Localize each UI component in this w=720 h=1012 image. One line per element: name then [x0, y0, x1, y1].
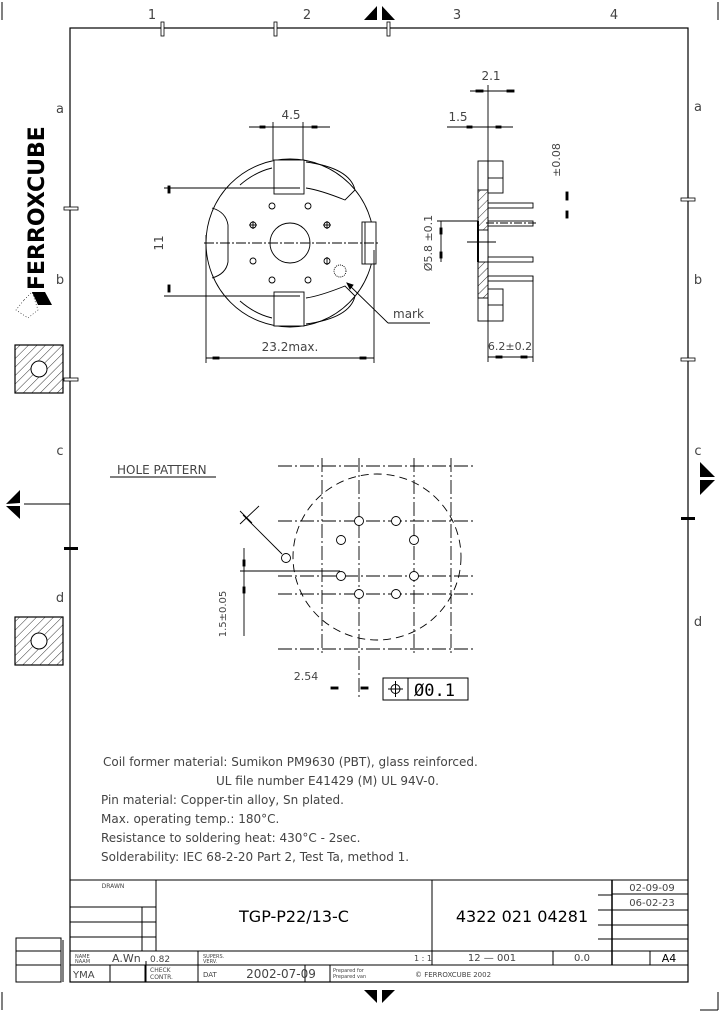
check-label: CHECK: [150, 967, 171, 974]
hole-pattern-drawing: [240, 458, 476, 698]
dim-top: 2.1: [481, 69, 501, 83]
row-label-a-left: a: [56, 102, 64, 117]
mark-label: mark: [393, 307, 424, 321]
column-label-1: 1: [147, 8, 157, 23]
copyright: © FERROXCUBE 2002: [415, 971, 492, 979]
row-label-c-left: c: [56, 444, 64, 459]
centering-arrow-right-icon: [700, 462, 715, 495]
hole-pattern-title: HOLE PATTERN: [117, 463, 207, 477]
format-code: 0.0: [574, 953, 590, 964]
date-value: 2002-07-09: [246, 967, 316, 981]
row-label-a-right: a: [694, 100, 702, 115]
check-label-nl: CONTR.: [150, 974, 173, 981]
svg-text:FERROXCUBE: FERROXCUBE: [25, 126, 50, 290]
drawing-title: TGP-P22/13-C: [239, 907, 349, 926]
note-line-6: Solderability: IEC 68-2-20 Part 2, Test Ta, method 1.: [101, 850, 410, 864]
centering-arrow-bottom-icon: [364, 990, 395, 1003]
column-label-2: 2: [302, 8, 312, 23]
name-value: A.Wn: [112, 952, 141, 965]
prepared-label-nl: Prepared van: [333, 974, 367, 980]
projection-symbol-icon: [15, 345, 63, 393]
dim-hole-horizontal: 2.54: [293, 670, 319, 683]
part-number: 4322 021 04281: [455, 907, 589, 926]
row-label-d-left: d: [55, 591, 65, 606]
revision-1: 02-09-09: [629, 883, 675, 894]
row-label-c-right: c: [694, 444, 702, 459]
column-label-4: 4: [609, 8, 619, 23]
name-label: NAME: [75, 954, 90, 960]
column-label-3: 3: [452, 8, 462, 23]
revision-2: 06-02-23: [629, 898, 675, 909]
scale-prefix: 1 : 1: [414, 954, 432, 963]
note-line-2: UL file number E41429 (M) UL 94V-0.: [216, 774, 439, 788]
supersedes-label-nl: VERV.: [203, 959, 218, 965]
prepared-label: Prepared for: [333, 968, 364, 974]
note-line-3: Pin material: Copper-tin alloy, Sn plated.: [101, 793, 344, 807]
notes-block: [101, 755, 478, 864]
dim-side-height: 6.2±0.2: [487, 340, 533, 353]
dim-height: 11: [152, 235, 166, 251]
yd-label: YMA: [73, 970, 95, 981]
centering-arrow-left-icon: [6, 490, 70, 519]
drawn-label: DRAWN: [101, 883, 125, 890]
row-label-b-right: b: [693, 273, 703, 288]
centering-arrow-top-icon: [364, 6, 395, 20]
row-label-d-right: d: [693, 615, 703, 630]
side-view-drawing: [437, 85, 568, 362]
position-tolerance-frame: [383, 678, 468, 701]
ferroxcube-logo: [16, 126, 52, 318]
supersedes-label: SUPERS.: [203, 954, 225, 960]
name-extra: 0.82: [150, 955, 171, 965]
projection-symbol-2-icon: [15, 617, 63, 665]
dim-flange: 1.5: [448, 110, 468, 124]
note-line-1: Coil former material: Sumikon PM9630 (PBT), glass reinforced.: [103, 755, 478, 769]
row-label-b-left: b: [55, 273, 65, 288]
date-label: DAT: [203, 971, 217, 979]
title-block: [16, 880, 688, 982]
dim-pin-diameter: Ø5.8 ±0.1: [422, 214, 435, 272]
sheet-code: 12 — 001: [467, 953, 517, 964]
name-label-nl: NAAM: [75, 959, 91, 965]
dim-slot-width: 4.5: [281, 108, 301, 122]
paper-size: A4: [661, 952, 677, 965]
tolerance-value: Ø0.1: [414, 681, 455, 701]
dim-pin-offset: ±0.08: [550, 143, 563, 177]
dim-hole-vertical: 1.5±0.05: [218, 590, 229, 638]
note-line-4: Max. operating temp.: 180°C.: [101, 812, 280, 826]
dim-diameter: 23.2max.: [261, 340, 319, 354]
note-line-5: Resistance to soldering heat: 430°C - 2sec.: [101, 831, 361, 845]
top-view-drawing: [164, 122, 430, 363]
